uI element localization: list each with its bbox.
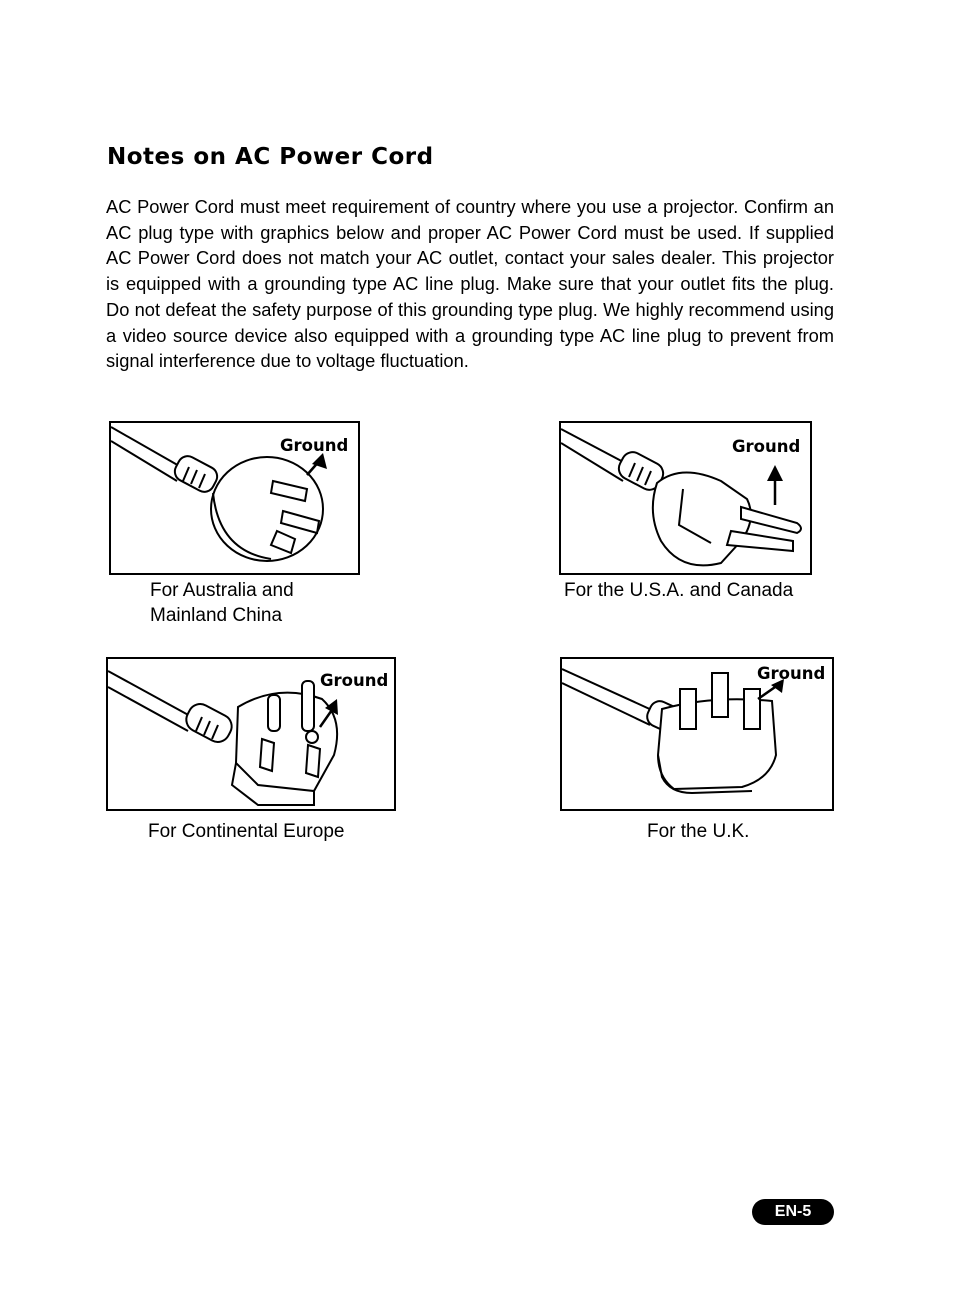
- plug-caption-continental-europe: [148, 819, 344, 844]
- plug-caption-line: For Continental Europe: [148, 821, 345, 842]
- plug-panel-usa-canada: [559, 421, 812, 575]
- page-number-badge: EN-5: [752, 1199, 834, 1225]
- plug-caption-line: Mainland China: [150, 605, 283, 626]
- plug-caption-line: For the U.K.: [647, 821, 750, 842]
- plug-panel-continental-europe: [106, 657, 396, 811]
- plug-caption-australia: [150, 578, 294, 628]
- plug-caption-line: For Australia and: [150, 580, 294, 601]
- intro-paragraph: AC Power Cord must meet requirement of country where you use a projector. Confirm an AC plug type with graphics below and proper AC Power Cord must be used. If supplied AC Power Cord does not match your AC outlet, contact your sales dealer. This projector is equipped with a grounding type AC line plug. Make sure that your outlet fits the plug. Do not defeat the safety purpose of this grounding type plug. We highly recommend using a video source device also equipped with a grounding type AC line plug to prevent from signal interference due to voltage fluctuation.: [106, 196, 834, 372]
- plug-caption-usa-canada: [564, 578, 793, 603]
- page-title: Notes on AC Power Cord: [107, 144, 434, 170]
- ground-label: Ground: [732, 437, 801, 456]
- ground-label: Ground: [320, 671, 389, 690]
- plug-caption-uk: [647, 819, 749, 844]
- plug-panel-uk: [560, 657, 834, 811]
- plug-caption-line: For the U.S.A. and Canada: [564, 580, 794, 601]
- ground-label: Ground: [757, 664, 826, 683]
- plug-panel-australia: [109, 421, 360, 575]
- ground-label: Ground: [280, 436, 349, 455]
